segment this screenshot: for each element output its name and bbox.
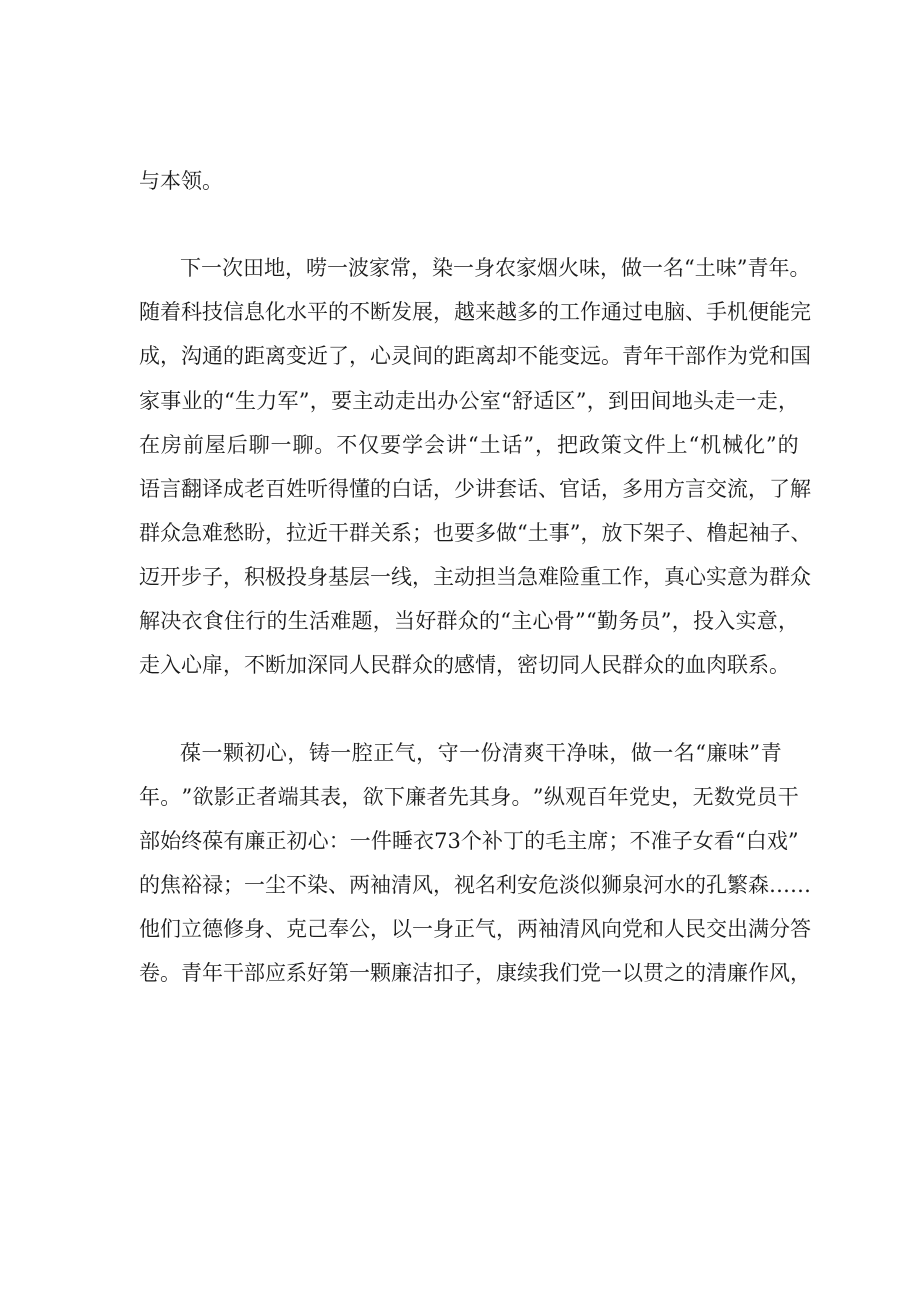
text-line-3: 随 着 科 技 信 息 化 水 平 的 不 断 发 展 ， 越 来 越 多 的 工 作 通 过 电 脑 、 手 机 便 能 完 — [139, 300, 811, 324]
text-line-13: 年 。 ” 欲 影 正 者 端 其 表 ， 欲 下 廉 者 先 其 身 。 ” 纵 观 百 年 党 史 ， 无 数 党 员 干 — [139, 785, 799, 809]
text-line-10: 解 决 衣 食 住 行 的 生 活 难 题 ， 当 好 群 众 的 “ 主 心 骨 ” “ 勤 务 员 ” ， 投 入 实 意 ， — [139, 609, 799, 633]
text-line-7: 语 言 翻 译 成 老 百 姓 听 得 懂 的 白 话 ， 少 讲 套 话 、 官 话 ， 多 用 方 言 交 流 ， 了 解 — [139, 477, 811, 501]
text-line-6: 在 房 前 屋 后 聊 一 聊 。 不 仅 要 学 会 讲 “ 土 话 ” ， 把 政 策 文 件 上 “ 机 械 化 ” 的 — [139, 433, 799, 457]
text-line-15: 的 焦 裕 禄 ； 一 尘 不 染 、 两 袖 清 风 ， 视 名 利 安 危 淡 似 狮 泉 河 水 的 孔 繁 森 … … — [139, 873, 811, 897]
text-line-2: 下一次田地，唠一波家常，染一身农家烟火味，做一名“土味”青年。 — [180, 256, 811, 280]
text-line-9: 迈 开 步 子 ， 积 极 投 身 基 层 一 线 ， 主 动 担 当 急 难 险 重 工 作 ， 真 心 实 意 为 群 众 — [139, 565, 811, 589]
text-line-14: 部 始 终 葆 有 廉 正 初 心 ： 一 件 睡 衣 73 个 补 丁 的 毛 主 席 ； 不 准 子 女 看 “ 白 戏 ” — [139, 829, 799, 853]
text-line-1: 与本领。 — [139, 169, 223, 193]
text-line-12: 葆 一 颗 初 心 ， 铸 一 腔 正 气 ， 守 一 份 清 爽 干 净 味 ， 做 一 名 “ 廉 味 ” 青 — [180, 741, 782, 765]
text-line-11: 走入心扉，不断加深同人民群众的感情，密切同人民群众的血肉联系。 — [139, 653, 790, 677]
text-line-8: 群 众 急 难 愁 盼 ， 拉 近 干 群 关 系 ； 也 要 多 做 “ 土 事 ” ， 放 下 架 子 、 橹 起 袖 子 、 — [139, 521, 812, 545]
text-line-16: 他 们 立 德 修 身 、 克 己 奉 公 ， 以 一 身 正 气 ， 两 袖 清 风 向 党 和 人 民 交 出 满 分 答 — [139, 917, 811, 941]
text-line-5: 家 事 业 的 “ 生 力 军 ” ， 要 主 动 走 出 办 公 室 “ 舒 适 区 ” ， 到 田 间 地 头 走 一 走 ， — [139, 389, 799, 413]
text-line-4: 成 ， 沟 通 的 距 离 变 近 了 ， 心 灵 间 的 距 离 却 不 能 变 远 。 青 年 干 部 作 为 党 和 国 — [139, 344, 811, 368]
text-line-17: 卷 。 青 年 干 部 应 系 好 第 一 颗 廉 洁 扣 子 ， 康 续 我 们 党 一 以 贯 之 的 清 廉 作 风 ， — [139, 961, 811, 985]
